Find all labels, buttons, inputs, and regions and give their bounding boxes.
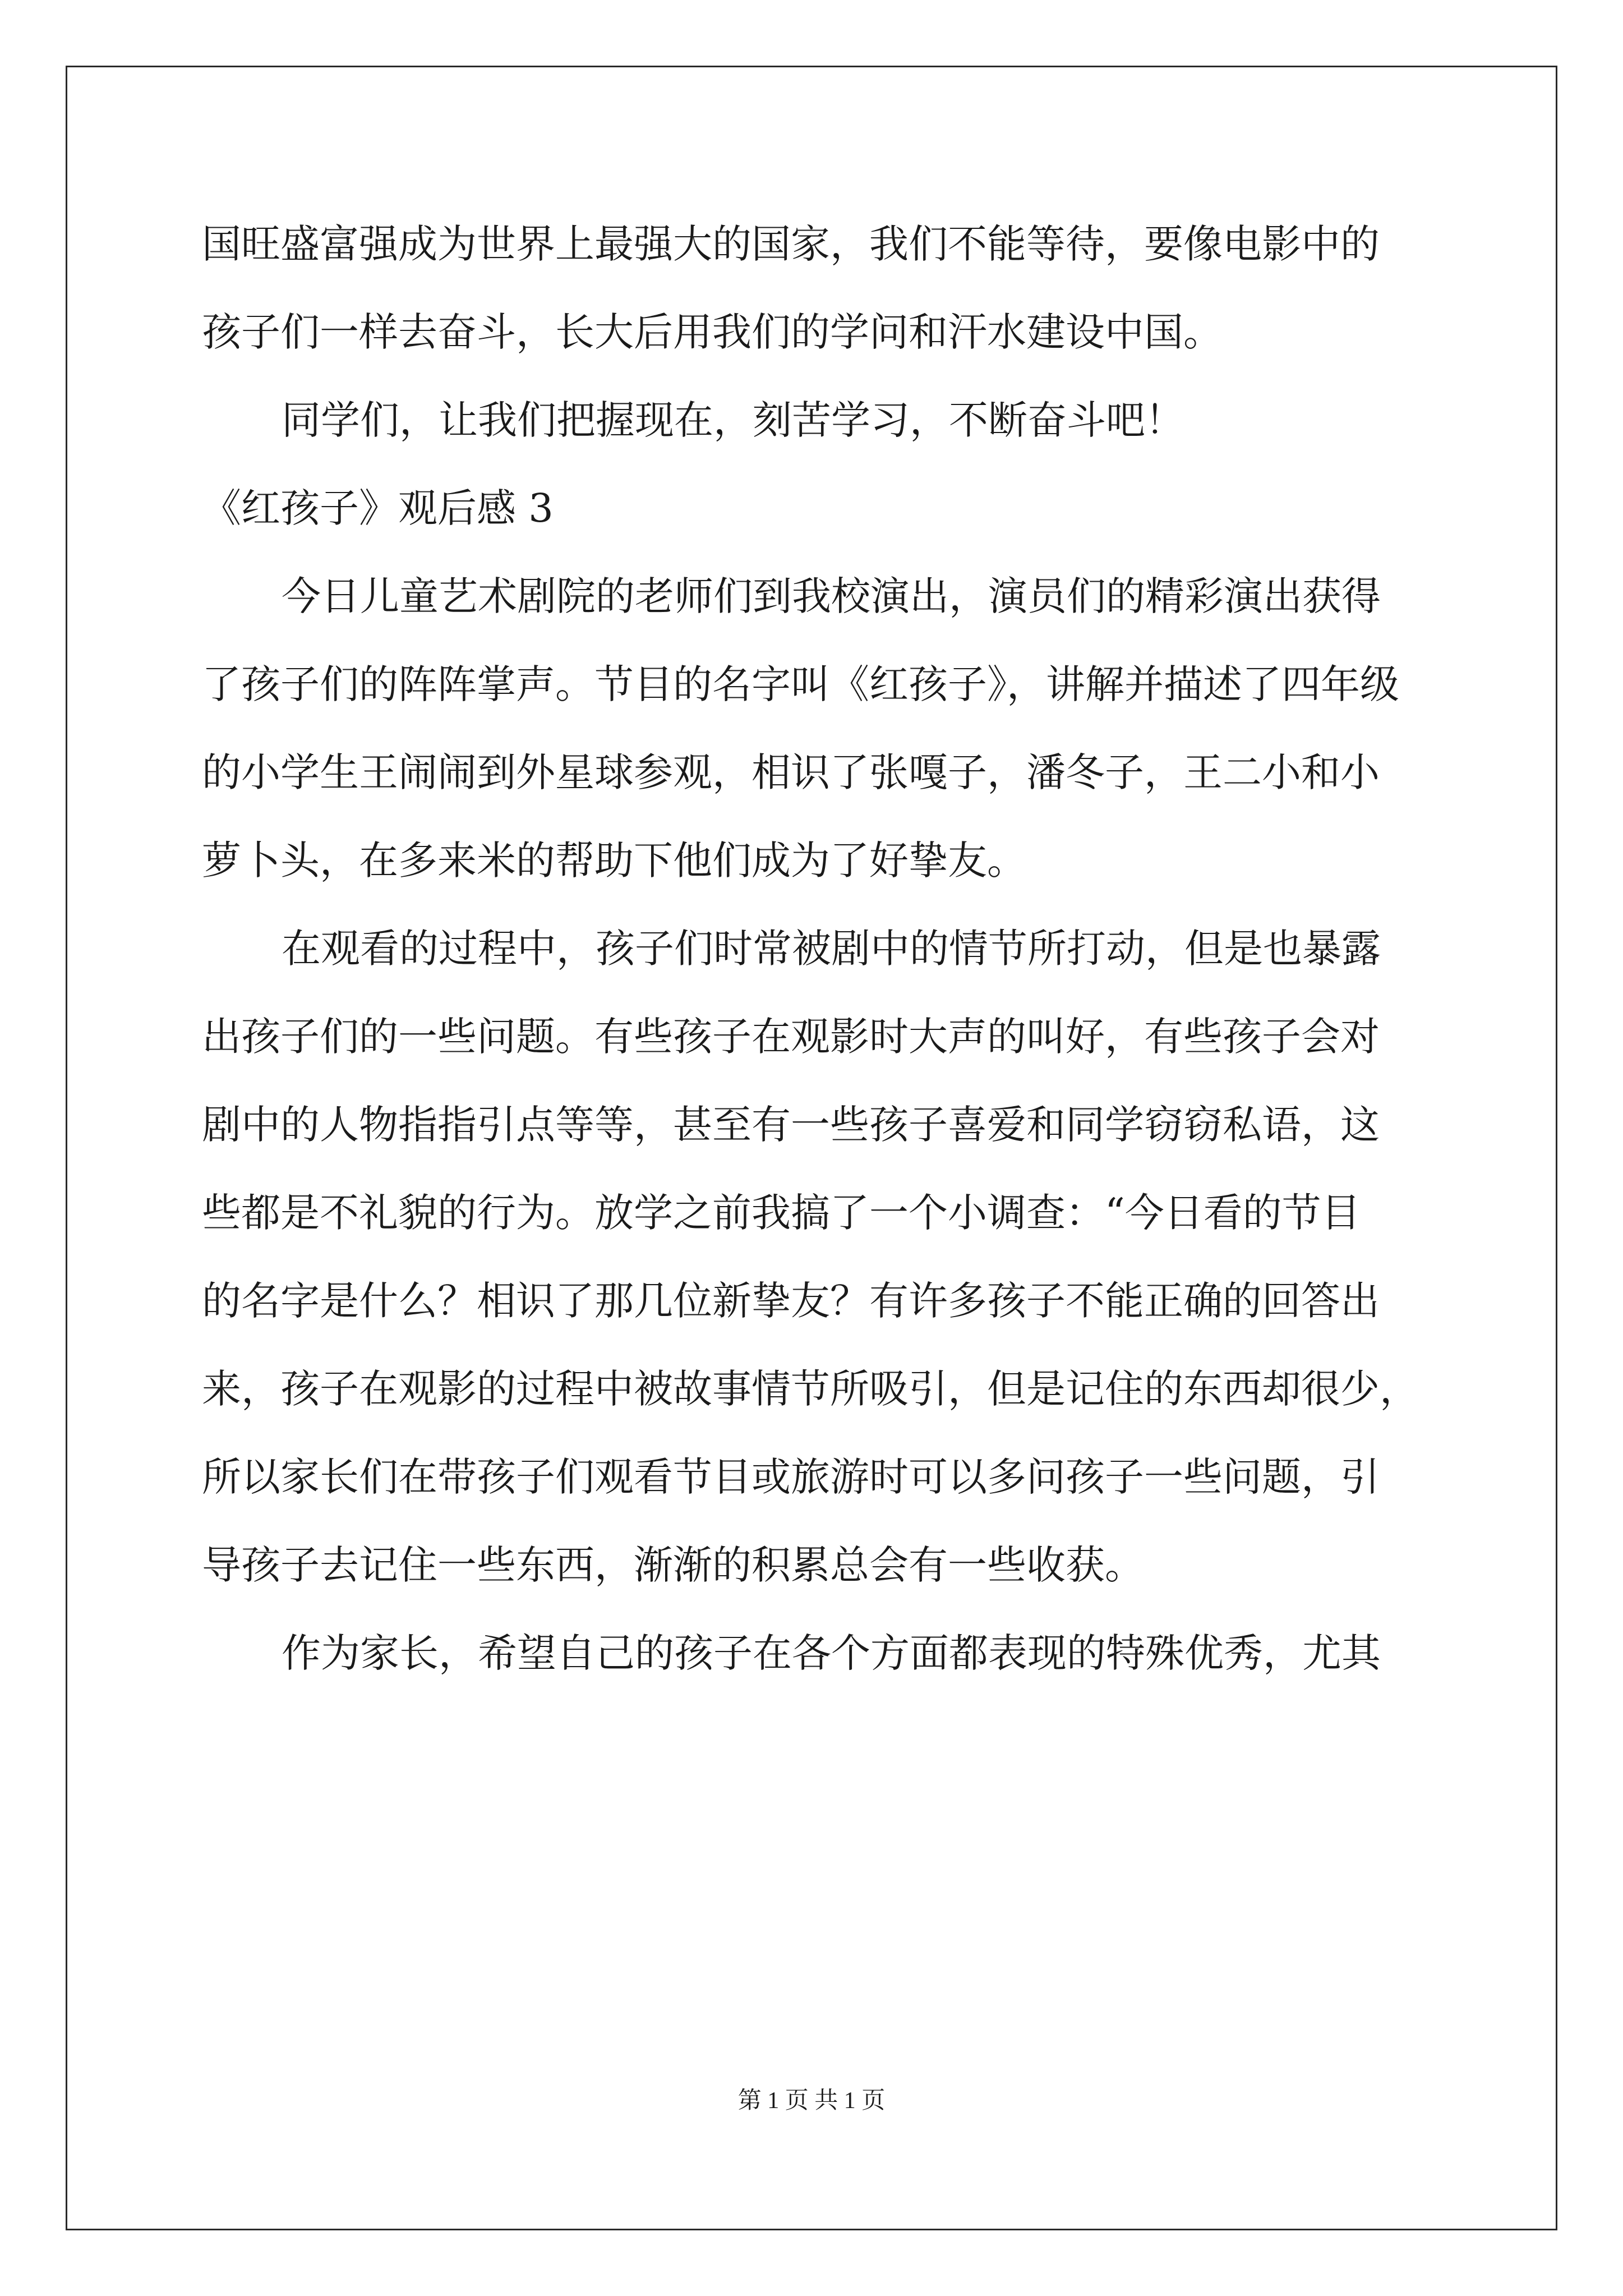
text-line: 导孩子去记住一些东西，渐渐的积累总会有一些收获。 <box>202 1542 1144 1588</box>
text-line: 所以家长们在带孩子们观看节目或旅游时可以多问孩子一些问题，引 <box>202 1454 1380 1500</box>
text-line: 同学们，让我们把握现在，刻苦学习，不断奋斗吧！ <box>282 397 1184 443</box>
text-line: 今日儿童艺术剧院的老师们到我校演出，演员们的精彩演出获得 <box>282 573 1381 619</box>
text-line: 剧中的人物指指引点等等，甚至有一些孩子喜爱和同学窃窃私语，这 <box>202 1102 1380 1148</box>
text-line: 萝卜头，在多来米的帮助下他们成为了好挚友。 <box>202 838 1026 884</box>
text-line: 孩子们一样去奋斗，长大后用我们的学问和汗水建设中国。 <box>202 309 1223 355</box>
text-line: 的名字是什么？相识了那几位新挚友？有许多孩子不能正确的回答出 <box>202 1278 1380 1324</box>
section-heading: 《红孩子》观后感 3 <box>202 485 554 531</box>
text-line: 在观看的过程中，孩子们时常被剧中的情节所打动，但是也暴露 <box>282 926 1381 972</box>
text-line: 了孩子们的阵阵掌声。节目的名字叫《红孩子》，讲解并描述了四年级 <box>202 661 1399 707</box>
text-line: 来，孩子在观影的过程中被故事情节所吸引，但是记住的东西却很少， <box>202 1366 1419 1412</box>
text-line: 些都是不礼貌的行为。放学之前我搞了一个小调查：“今日看的节目 <box>202 1190 1361 1236</box>
text-line: 出孩子们的一些问题。有些孩子在观影时大声的叫好，有些孩子会对 <box>202 1014 1380 1060</box>
text-line: 国旺盛富强成为世界上最强大的国家，我们不能等待，要像电影中的 <box>202 221 1380 267</box>
text-line: 作为家长，希望自己的孩子在各个方面都表现的特殊优秀，尤其 <box>282 1630 1381 1676</box>
page-footer: 第 1 页 共 1 页 <box>737 2088 886 2114</box>
text-line: 的小学生王闹闹到外星球参观，相识了张嘎子，潘冬子，王二小和小 <box>202 749 1380 795</box>
